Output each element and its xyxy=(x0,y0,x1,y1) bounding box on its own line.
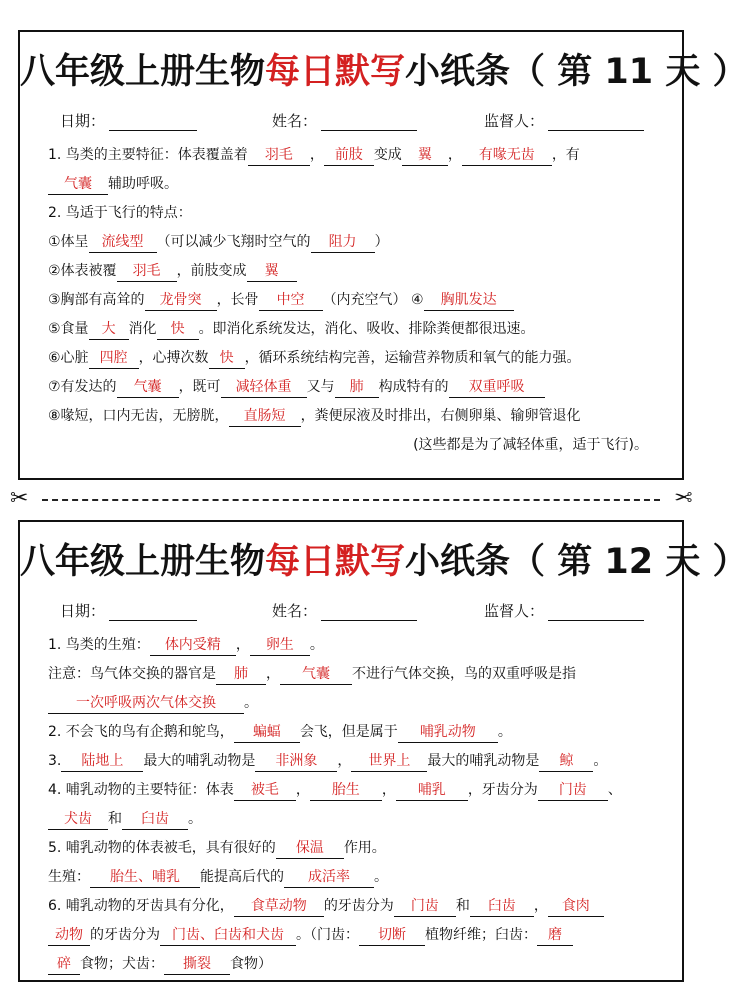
content-line xyxy=(48,660,662,689)
answer-blank: 快 xyxy=(157,319,199,340)
text: 变成 xyxy=(373,147,402,163)
answer-blank: 直肠短 xyxy=(229,406,301,427)
answer-blank: 阻力 xyxy=(311,232,375,253)
dashed-divider xyxy=(42,499,660,501)
answer-blank: 世界上 xyxy=(351,751,427,772)
answer-blank: 门齿 xyxy=(538,780,608,801)
answer-blank: 卵生 xyxy=(250,635,310,656)
text: ， xyxy=(295,782,310,798)
content-line xyxy=(48,402,662,431)
content-line xyxy=(48,344,662,373)
text: 。即消化系统发达，消化、吸收、排除粪便都很迅速。 xyxy=(198,321,535,337)
answer-blank: 被毛 xyxy=(234,780,296,801)
text: 3. xyxy=(48,753,62,769)
content-line xyxy=(48,315,662,344)
answer-blank: 碎 xyxy=(48,954,80,975)
answer-blank: 非洲象 xyxy=(255,751,337,772)
content-line xyxy=(48,950,662,979)
text: ，长骨 xyxy=(216,292,259,308)
answer-blank: 臼齿 xyxy=(122,809,188,830)
answer-blank: 成活率 xyxy=(284,867,374,888)
text: 2. 鸟适于飞行的特点： xyxy=(48,205,192,221)
content-line xyxy=(48,718,662,747)
content-line xyxy=(48,373,662,402)
card-title xyxy=(20,542,747,582)
answer-blank: 肺 xyxy=(335,377,379,398)
text: ，牙齿分为 xyxy=(467,782,538,798)
text: 辅助呼吸。 xyxy=(108,176,178,192)
supervisor-label: 监督人： xyxy=(484,112,545,130)
text: ①体呈 xyxy=(48,234,89,250)
supervisor-label: 监督人： xyxy=(484,602,545,620)
text: ， xyxy=(266,666,280,682)
header-fields xyxy=(60,600,682,621)
text: 又与 xyxy=(306,379,335,395)
content-line xyxy=(48,834,662,863)
day-11-card xyxy=(18,30,747,480)
answer-blank: 门齿、臼齿和犬齿 xyxy=(160,925,296,946)
answer-blank: 胎生、哺乳 xyxy=(90,867,200,888)
scissors-icon: ✂ xyxy=(673,486,692,511)
answer-blank: 犬齿 xyxy=(48,809,108,830)
scissors-icon: ✂ xyxy=(10,486,29,511)
text: 、 xyxy=(607,782,622,798)
text: 能提高后代的 xyxy=(200,869,284,885)
date-field[interactable] xyxy=(109,114,197,131)
date-label: 日期： xyxy=(60,602,106,620)
text: 。 xyxy=(374,869,388,885)
content-line xyxy=(48,286,662,315)
content-line xyxy=(48,199,662,228)
answer-blank: 鲸 xyxy=(539,751,593,772)
answer-blank: 食草动物 xyxy=(234,896,324,917)
header-fields xyxy=(60,110,682,131)
content-line xyxy=(48,805,662,834)
text: ⑤食量 xyxy=(48,321,89,337)
text: 最大的哺乳动物是 xyxy=(427,753,540,769)
text: ⑧喙短，口内无齿，无膀胱， xyxy=(48,408,229,424)
title-highlight: 每日默写 xyxy=(265,52,406,92)
text: ⑥心脏 xyxy=(48,350,89,366)
text: 构成特有的 xyxy=(378,379,449,395)
title-prefix: 八年级上册生物 xyxy=(20,542,266,582)
text: 。 xyxy=(593,753,608,769)
content-line xyxy=(48,863,662,892)
supervisor-field[interactable] xyxy=(548,114,644,131)
date-field[interactable] xyxy=(109,604,197,621)
text: 。 xyxy=(309,637,324,653)
answer-blank: 体内受精 xyxy=(150,635,236,656)
title-prefix: 八年级上册生物 xyxy=(20,52,266,92)
title-suffix: 小纸条（ 第 11 天 ） xyxy=(405,52,747,92)
answer-blank: 门齿 xyxy=(394,896,456,917)
answer-blank: 撕裂 xyxy=(164,954,230,975)
answer-blank: 保温 xyxy=(276,838,344,859)
answer-blank: 气囊 xyxy=(280,664,352,685)
text: 6. 哺乳动物的牙齿具有分化， xyxy=(48,898,234,914)
text: 注意：鸟气体交换的器官是 xyxy=(48,666,216,682)
answer-blank: 磨 xyxy=(537,925,573,946)
answer-blank: 哺乳动物 xyxy=(398,722,498,743)
text: 不进行气体交换，鸟的双重呼吸是指 xyxy=(352,666,576,682)
answer-blank: 羽毛 xyxy=(117,261,177,282)
answer-blank: 翼 xyxy=(402,145,448,166)
answer-blank: 陆地上 xyxy=(61,751,143,772)
text: ⑦有发达的 xyxy=(48,379,117,395)
text: ，既可 xyxy=(178,379,221,395)
content-line xyxy=(48,689,662,718)
answer-blank: 流线型 xyxy=(89,232,157,253)
text: 2. 不会飞的鸟有企鹅和鸵鸟， xyxy=(48,724,234,740)
title-suffix: 小纸条（ 第 12 天 ） xyxy=(405,542,747,582)
cut-line xyxy=(10,485,692,515)
text: 。（门齿： xyxy=(296,927,359,943)
answer-blank: 气囊 xyxy=(117,377,179,398)
text: 和 xyxy=(108,811,122,827)
answer-blank: 一次呼吸两次气体交换 xyxy=(48,693,244,714)
content-line xyxy=(48,141,662,170)
answer-blank: 胸肌发达 xyxy=(424,290,514,311)
text: 植物纤维；臼齿： xyxy=(425,927,537,943)
answer-blank: 蝙蝠 xyxy=(234,722,300,743)
card-content xyxy=(48,141,662,460)
content-line xyxy=(48,257,662,286)
text: 消化 xyxy=(128,321,157,337)
answer-blank: 有喙无齿 xyxy=(462,145,552,166)
text: 4. 哺乳动物的主要特征：体表 xyxy=(48,782,234,798)
text: 的牙齿分为 xyxy=(90,927,160,943)
text: ， xyxy=(309,147,324,163)
name-label: 姓名： xyxy=(272,602,318,620)
answer-blank: 动物 xyxy=(48,925,90,946)
text: ， xyxy=(533,898,548,914)
text: ， xyxy=(447,147,462,163)
answer-blank: 胎生 xyxy=(310,780,382,801)
text: ， xyxy=(235,637,250,653)
text: 生殖： xyxy=(48,869,90,885)
text: ，循环系统结构完善，运输营养物质和氧气的能力强。 xyxy=(244,350,581,366)
text: ，粪便尿液及时排出，右侧卵巢、输卵管退化 xyxy=(300,408,581,424)
text: ） xyxy=(374,234,389,250)
content-line xyxy=(48,921,662,950)
answer-blank: 切断 xyxy=(359,925,425,946)
card-content xyxy=(48,631,662,979)
text: ②体表被覆 xyxy=(48,263,117,279)
name-field[interactable] xyxy=(321,114,417,131)
content-line xyxy=(48,747,662,776)
content-line xyxy=(48,228,662,257)
text: ，心搏次数 xyxy=(138,350,209,366)
text: 。 xyxy=(188,811,202,827)
answer-blank: 中空 xyxy=(259,290,323,311)
answer-blank: 哺乳 xyxy=(396,780,468,801)
title-highlight: 每日默写 xyxy=(265,542,406,582)
answer-blank: 肺 xyxy=(216,664,266,685)
text: ， xyxy=(381,782,396,798)
answer-blank: 食肉 xyxy=(548,896,604,917)
text: 最大的哺乳动物是 xyxy=(143,753,256,769)
text: 1. 鸟类的主要特征：体表覆盖着 xyxy=(48,147,248,163)
text: 会飞，但是属于 xyxy=(299,724,398,740)
text: 5. 哺乳动物的体表被毛，具有很好的 xyxy=(48,840,276,856)
name-field[interactable] xyxy=(321,604,417,621)
text: ，有 xyxy=(551,147,580,163)
text: 食物；犬齿： xyxy=(80,956,164,972)
text: 作用。 xyxy=(343,840,386,856)
text: ， xyxy=(337,753,352,769)
text: 的牙齿分为 xyxy=(323,898,394,914)
day-12-card xyxy=(18,520,747,982)
answer-blank: 大 xyxy=(89,319,129,340)
text: 和 xyxy=(455,898,470,914)
text: （可以减少飞翔时空气的 xyxy=(156,234,311,250)
text: 。 xyxy=(244,695,258,711)
answer-blank: 臼齿 xyxy=(470,896,534,917)
answer-blank: 羽毛 xyxy=(248,145,310,166)
text: 食物） xyxy=(230,956,272,972)
text: （内充空气） ④ xyxy=(322,292,424,308)
answer-blank: 快 xyxy=(209,348,245,369)
content-line xyxy=(48,892,662,921)
answer-blank: 四腔 xyxy=(89,348,139,369)
name-label: 姓名： xyxy=(272,112,318,130)
text: 。 xyxy=(497,724,512,740)
text: ③胸部有高耸的 xyxy=(48,292,145,308)
answer-blank: 减轻体重 xyxy=(221,377,307,398)
footnote: (这些都是为了减轻体重，适于飞行)。 xyxy=(413,437,648,453)
answer-blank: 气囊 xyxy=(48,174,108,195)
content-line xyxy=(48,170,662,199)
answer-blank: 龙骨突 xyxy=(145,290,217,311)
card-title xyxy=(20,52,747,92)
content-line xyxy=(48,631,662,660)
answer-blank: 翼 xyxy=(247,261,297,282)
answer-blank: 双重呼吸 xyxy=(449,377,545,398)
answer-blank: 前肢 xyxy=(324,145,374,166)
content-line xyxy=(48,776,662,805)
text: 1. 鸟类的生殖： xyxy=(48,637,150,653)
supervisor-field[interactable] xyxy=(548,604,644,621)
text: ，前肢变成 xyxy=(176,263,247,279)
date-label: 日期： xyxy=(60,112,106,130)
